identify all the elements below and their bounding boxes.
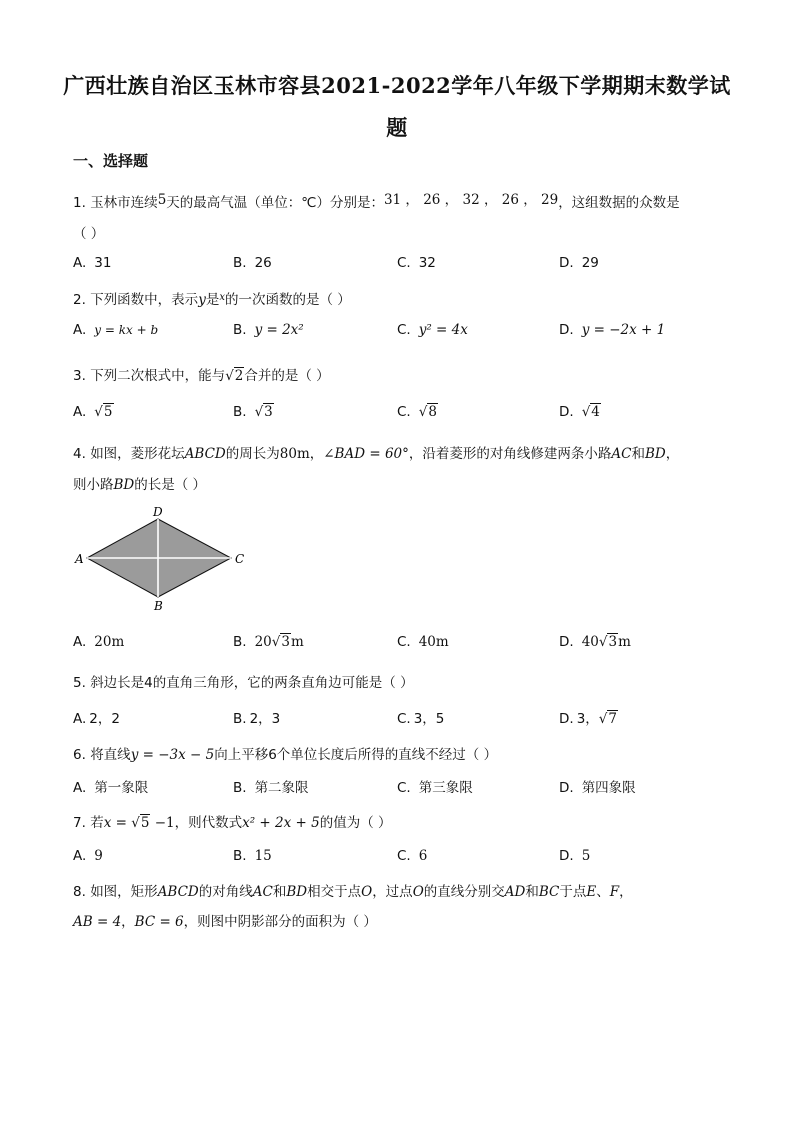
- option-label: C.: [397, 404, 411, 420]
- sqrt-expression: √5: [131, 815, 150, 831]
- option-text: 第二象限: [254, 780, 309, 796]
- unit: m: [618, 634, 631, 650]
- option-text: 3，: [576, 711, 599, 727]
- math-variable: BD: [286, 884, 308, 900]
- option-text: 15: [254, 848, 272, 864]
- math-variable: BD: [113, 477, 135, 493]
- question-text: 是: [205, 292, 220, 308]
- question-6-options: [73, 776, 733, 796]
- option-math: y = −2x + 1: [581, 322, 666, 338]
- option-c[interactable]: [397, 404, 438, 420]
- math-variable: x: [219, 292, 225, 303]
- math-expression: x =: [103, 815, 132, 831]
- question-text: ，则图中阴影部分的面积为（ ）: [183, 914, 377, 930]
- sqrt-expression: √3: [271, 634, 290, 650]
- question-text: 则小路: [73, 477, 114, 493]
- question-text: 玉林市连续: [90, 195, 158, 211]
- question-2-stem: [73, 288, 351, 308]
- radicand: 3: [608, 634, 618, 650]
- sqrt-expression: √5: [94, 404, 113, 420]
- question-text: 相交于点: [307, 884, 362, 900]
- option-c[interactable]: [397, 776, 473, 796]
- question-text: 若: [90, 815, 104, 831]
- option-label: B.: [233, 322, 247, 338]
- question-number: 5.: [73, 675, 86, 691]
- vertex-label-b: B: [154, 599, 163, 613]
- question-1-stem: [73, 188, 680, 211]
- question-2-options: [73, 322, 733, 342]
- sqrt-expression: √8: [418, 404, 437, 420]
- option-math: y = 2x²: [254, 322, 304, 338]
- option-label: C.: [397, 780, 411, 796]
- option-text: 2，2: [89, 711, 120, 727]
- option-text: 40m: [418, 634, 449, 650]
- option-c[interactable]: [397, 848, 427, 864]
- option-label: C.: [397, 322, 411, 338]
- question-text: ，过点: [372, 884, 413, 900]
- question-5-options: [73, 707, 733, 727]
- radicand: 7: [608, 711, 617, 727]
- question-6-stem: [73, 743, 497, 763]
- option-c[interactable]: [397, 634, 449, 650]
- math-expression: BC = 6: [134, 914, 184, 930]
- question-5-stem: [73, 671, 414, 691]
- question-text: 下列函数中，表示: [90, 292, 199, 308]
- option-label: D.: [559, 634, 574, 650]
- question-text: 斜边长是4的直角三角形，它的两条直角边可能是（ ）: [90, 675, 414, 691]
- question-text: 的长是（ ）: [134, 477, 207, 493]
- math-variable: F: [609, 884, 620, 900]
- vertex-label-a: A: [75, 552, 84, 566]
- option-c[interactable]: [397, 255, 436, 271]
- math-variable: E: [586, 884, 597, 900]
- option-text: 6: [418, 848, 428, 864]
- option-text: 第四象限: [581, 780, 636, 796]
- question-text: ，沿着菱形的对角线修建两条小路: [408, 446, 612, 462]
- question-text: 将直线: [90, 747, 131, 763]
- question-text: 于点: [559, 884, 587, 900]
- question-text: 的周长为: [225, 446, 280, 462]
- question-text: ，: [309, 446, 324, 462]
- option-text: 26: [254, 255, 272, 271]
- option-b[interactable]: [233, 404, 274, 420]
- question-text: 天的最高气温（单位：℃）分别是：: [166, 195, 384, 211]
- question-text: 和: [272, 884, 287, 900]
- math-variable: ABCD: [157, 884, 199, 900]
- question-text: 的直线分别交: [423, 884, 505, 900]
- question-3-stem: [73, 364, 330, 384]
- sqrt-expression: √3: [598, 634, 618, 650]
- option-label: A.: [73, 634, 87, 650]
- math-variable: AC: [611, 446, 632, 462]
- math-variable: ABCD: [184, 446, 226, 462]
- question-1-options: [73, 255, 733, 275]
- section-heading: 一、选择题: [73, 152, 149, 170]
- sqrt-expression: √2: [225, 368, 244, 384]
- question-8-stem: [73, 880, 633, 900]
- question-number: 7.: [73, 815, 86, 831]
- option-text: 第一象限: [94, 780, 149, 796]
- option-label: C.: [397, 634, 411, 650]
- option-text: 第三象限: [418, 780, 473, 796]
- question-text: ，: [121, 914, 135, 930]
- option-label: A.: [73, 711, 87, 727]
- math-expression: ∠BAD = 60°: [323, 446, 409, 462]
- option-label: A.: [73, 848, 87, 864]
- math-variable: O: [412, 884, 424, 900]
- option-text: 29: [581, 255, 599, 271]
- math-expression: −1: [150, 815, 175, 831]
- radicand: 3: [264, 404, 273, 420]
- math-variable: BD: [644, 446, 666, 462]
- question-text: 和: [525, 884, 539, 900]
- option-label: D.: [559, 780, 574, 796]
- option-d[interactable]: [559, 707, 618, 727]
- option-label: A.: [73, 322, 87, 338]
- question-number: 1.: [73, 195, 86, 211]
- radicand: 2: [234, 368, 244, 384]
- option-c[interactable]: [397, 707, 444, 727]
- radicand: 3: [281, 634, 290, 650]
- question-3-options: [73, 404, 733, 424]
- question-text: 的值为（ ）: [319, 815, 392, 831]
- option-text: 9: [94, 848, 103, 864]
- radicand: 4: [591, 404, 600, 420]
- unit: m: [290, 634, 304, 650]
- question-7-options: [73, 848, 733, 868]
- option-label: B.: [233, 255, 247, 271]
- option-label: D.: [559, 848, 574, 864]
- option-label: D.: [559, 322, 574, 338]
- option-label: A.: [73, 404, 87, 420]
- question-text: ，这组数据的众数是: [558, 195, 680, 211]
- option-text: 3，5: [413, 711, 445, 727]
- option-text: 32: [418, 255, 436, 271]
- option-label: B.: [233, 404, 247, 420]
- option-d[interactable]: [559, 255, 599, 271]
- question-1-stem-cont: （ ）: [73, 226, 105, 242]
- math-value: 5: [157, 192, 167, 208]
- option-b[interactable]: [233, 634, 304, 650]
- radicand: 8: [428, 404, 437, 420]
- question-text: ，: [619, 884, 633, 900]
- math-value: 80m: [279, 446, 310, 462]
- question-number: 2.: [73, 292, 86, 308]
- exam-title-line1: 广西壮族自治区玉林市容县2021-2022学年八年级下学期期末数学试: [63, 73, 731, 98]
- option-label: A.: [73, 780, 87, 796]
- math-expression: AB = 4: [73, 914, 122, 930]
- option-b[interactable]: [233, 848, 272, 864]
- exam-title-line2: 题: [386, 115, 408, 140]
- math-variable: O: [361, 884, 373, 900]
- question-text: 的对角线: [198, 884, 253, 900]
- question-text: ，: [665, 446, 680, 462]
- radicand: 5: [103, 404, 113, 420]
- option-b[interactable]: [233, 255, 272, 271]
- question-7-stem: [73, 811, 392, 831]
- math-variable: AD: [504, 884, 526, 900]
- math-variable: y: [198, 292, 206, 308]
- option-label: D.: [559, 255, 574, 271]
- option-text: 5: [581, 848, 591, 864]
- option-label: C.: [397, 848, 411, 864]
- question-text: 如图，矩形: [90, 884, 158, 900]
- option-text: 31: [94, 255, 112, 271]
- option-label: B.: [233, 711, 247, 727]
- option-b[interactable]: [233, 707, 280, 727]
- option-label: C.: [397, 711, 411, 727]
- option-text: 2，3: [249, 711, 281, 727]
- option-math: y² = 4x: [418, 322, 468, 338]
- option-a[interactable]: [73, 255, 111, 271]
- option-label: C.: [397, 255, 411, 271]
- math-value: 31 ， 26 ， 32 ， 26 ， 29: [383, 192, 559, 208]
- option-a[interactable]: [73, 776, 148, 796]
- vertex-label-c: C: [235, 552, 245, 566]
- option-a[interactable]: [73, 707, 120, 727]
- sqrt-expression: √3: [254, 404, 273, 420]
- option-label: B.: [233, 848, 247, 864]
- option-d[interactable]: [559, 404, 601, 420]
- coefficient: 40: [581, 634, 599, 650]
- sqrt-expression: √7: [598, 711, 617, 727]
- question-8-stem-cont: [73, 910, 377, 930]
- option-label: B.: [233, 780, 247, 796]
- question-text: 如图，菱形花坛: [90, 446, 185, 462]
- math-expression: x² + 2x + 5: [242, 815, 320, 831]
- vertex-label-d: D: [153, 505, 163, 519]
- option-label: B.: [233, 634, 247, 650]
- question-text: 下列二次根式中，能与: [90, 368, 226, 384]
- option-label: A.: [73, 255, 87, 271]
- option-d[interactable]: [559, 322, 665, 338]
- option-d[interactable]: [559, 634, 631, 650]
- question-text: ，则代数式: [174, 815, 243, 831]
- math-variable: AC: [252, 884, 273, 900]
- question-text: 向上平移6个单位长度后所得的直线不经过（ ）: [214, 747, 498, 763]
- option-label: D.: [559, 404, 574, 420]
- option-a[interactable]: [73, 322, 158, 338]
- question-4-options: [73, 634, 733, 654]
- question-number: 3.: [73, 368, 86, 384]
- question-number: 6.: [73, 747, 86, 763]
- option-a[interactable]: [73, 404, 114, 420]
- math-expression: y = −3x − 5: [130, 747, 215, 763]
- sqrt-expression: √4: [581, 404, 600, 420]
- question-text: 、: [596, 884, 610, 900]
- option-c[interactable]: [397, 322, 468, 338]
- option-text: 20m: [94, 634, 125, 650]
- math-variable: BC: [538, 884, 560, 900]
- radicand: 5: [140, 815, 150, 831]
- option-a[interactable]: [73, 634, 124, 650]
- option-d[interactable]: [559, 776, 636, 796]
- option-label: D.: [559, 711, 574, 727]
- question-number: 4.: [73, 446, 86, 462]
- question-number: 8.: [73, 884, 86, 900]
- option-b[interactable]: [233, 322, 304, 338]
- option-a[interactable]: [73, 848, 103, 864]
- question-text: 的一次函数的是（ ）: [224, 292, 351, 308]
- question-text: 合并的是（ ）: [244, 368, 330, 384]
- question-4-stem: [73, 442, 679, 462]
- option-math: y = kx + b: [94, 323, 159, 337]
- option-b[interactable]: [233, 776, 309, 796]
- question-4-stem-cont: [73, 473, 206, 493]
- coefficient: 20: [254, 634, 272, 650]
- option-d[interactable]: [559, 848, 590, 864]
- question-text: 和: [631, 446, 645, 462]
- rhombus-figure: [70, 500, 260, 615]
